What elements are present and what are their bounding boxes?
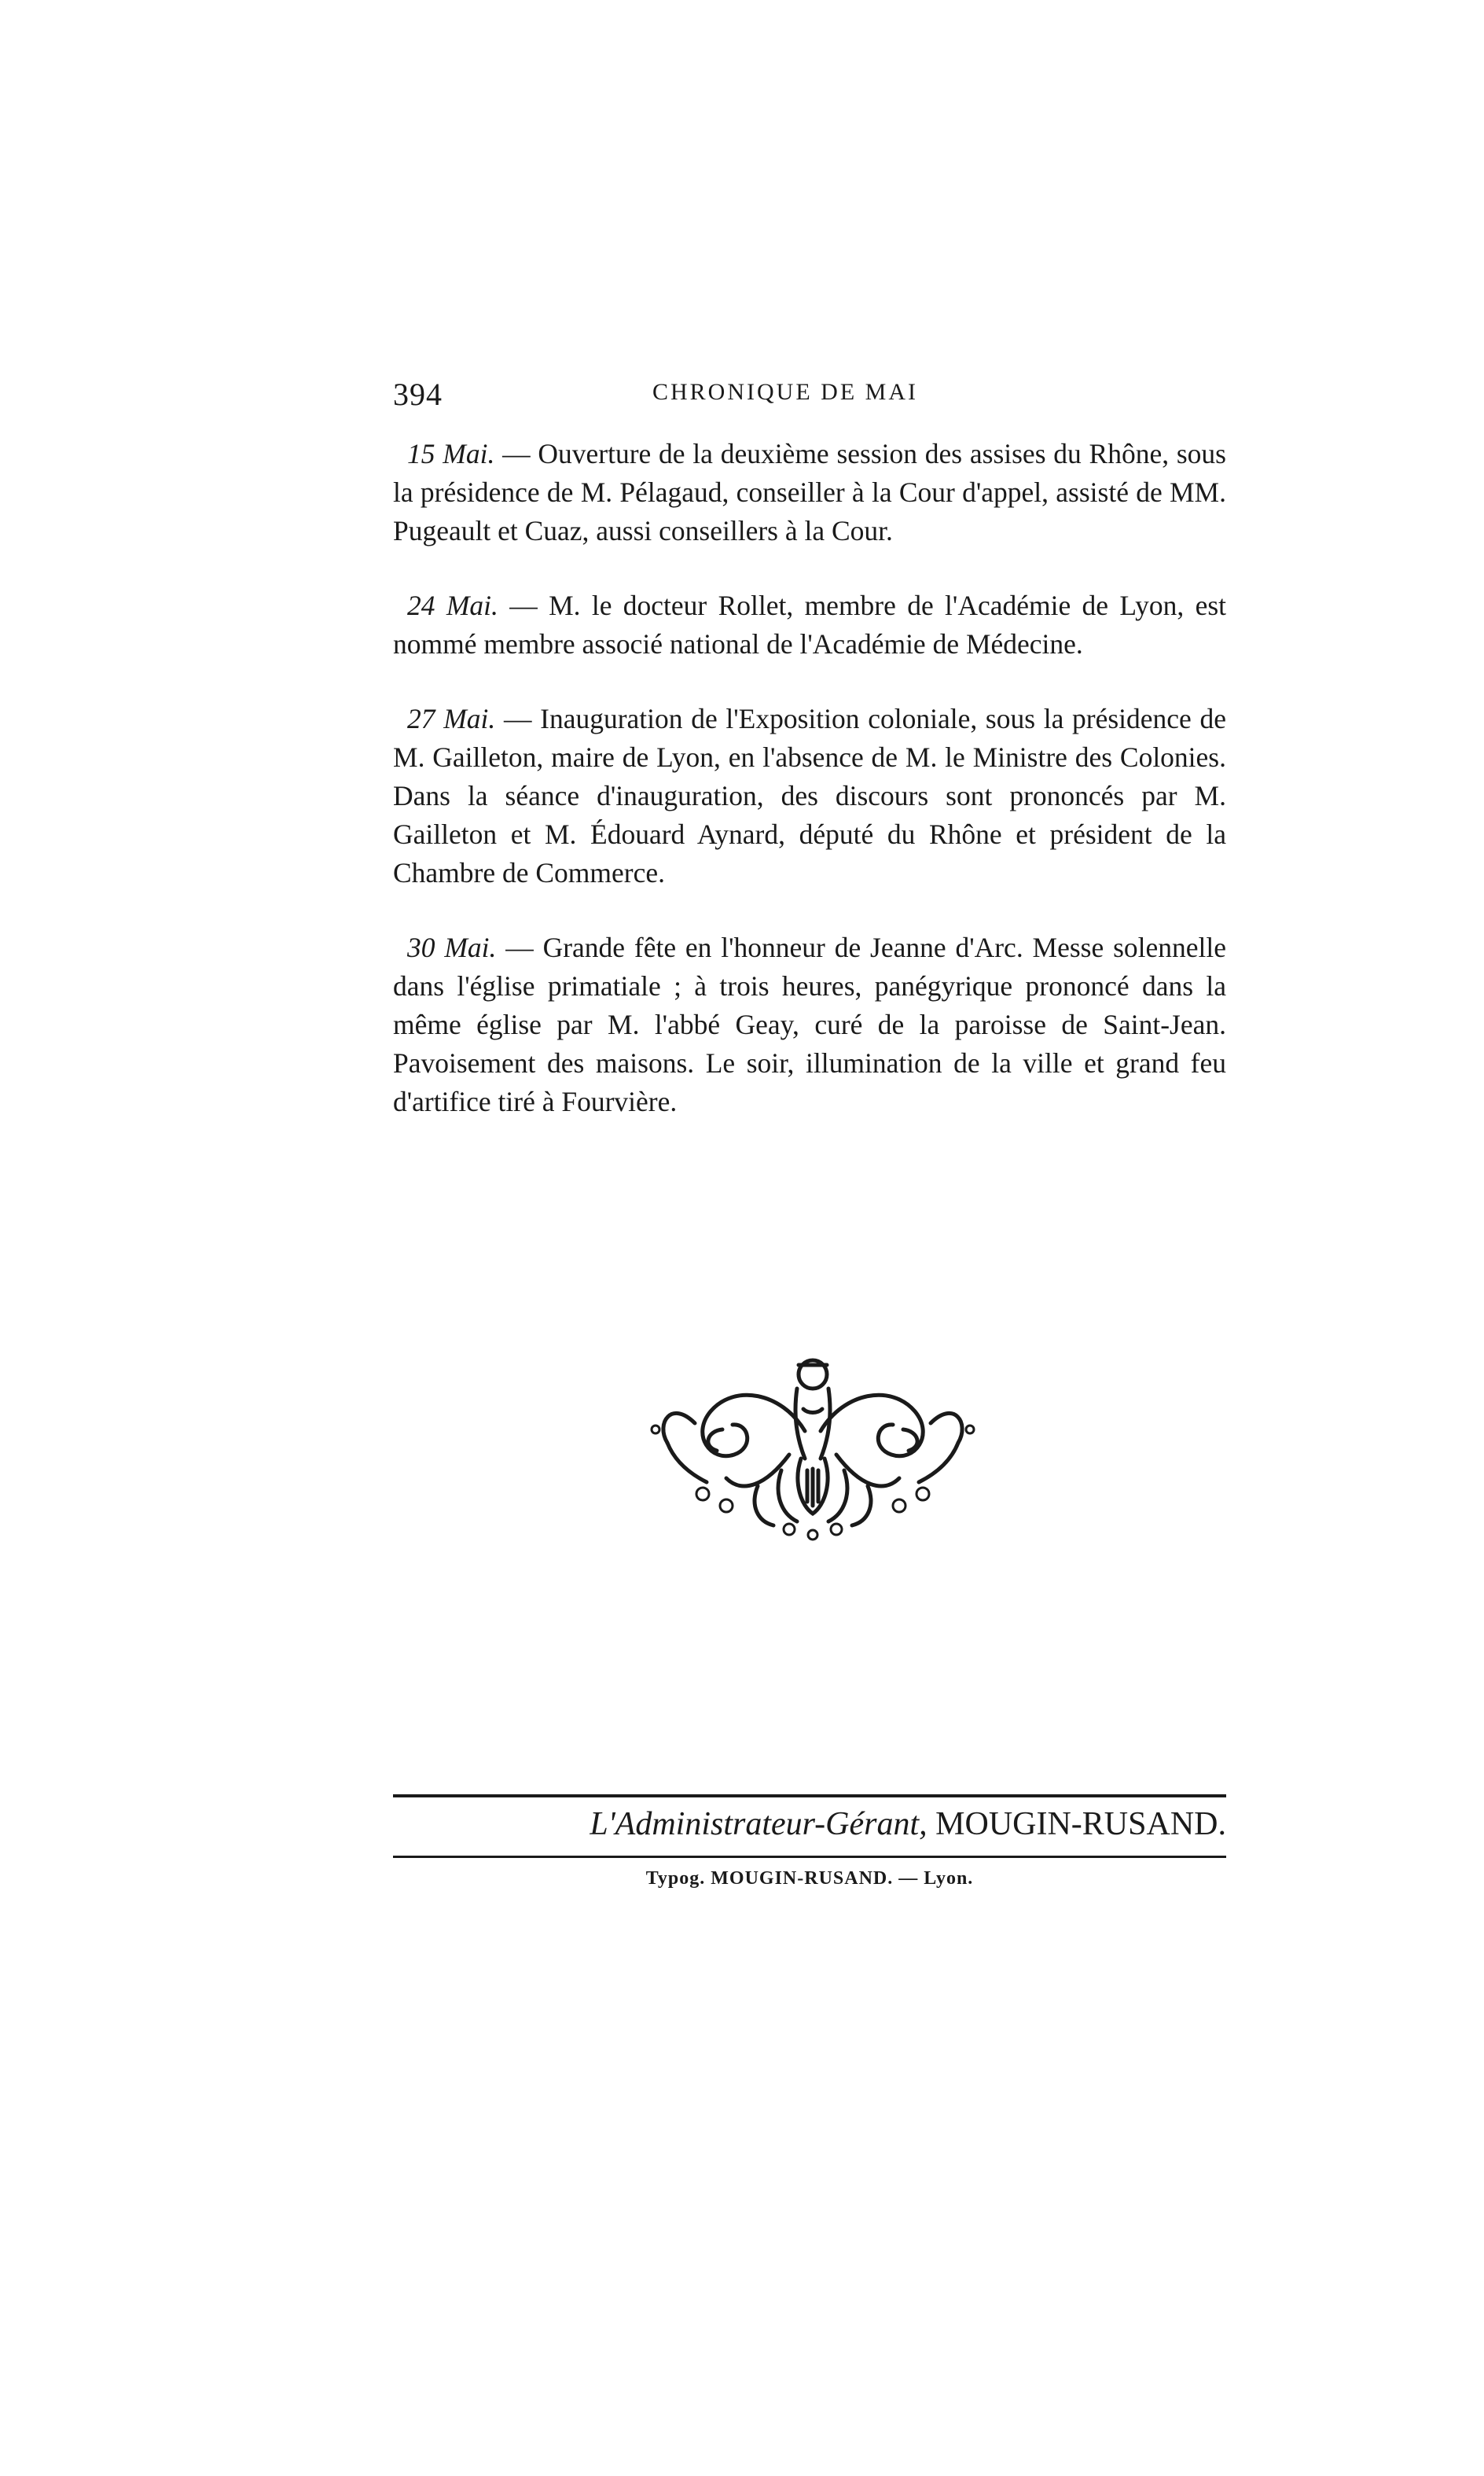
chronicle-entry	[393, 587, 1226, 664]
entry-text: — Inauguration de l'Exposition coloniale, sous la présidence de M. Gailleton, maire de Lyon, en l'absence de M. le Ministre des Colonies. Dans la séance d'inauguration, des discours sont prononcés par M. Gailleton et M. Édouard Aynard, député du Rhône et président de la Chambre de Commerce.	[393, 703, 1226, 888]
chronicle-body	[393, 435, 1226, 1157]
page-number: 394	[393, 377, 443, 412]
entry-text: — Ouverture de la deuxième session des assises du Rhône, sous la présidence de M. Pélagaud, conseiller à la Cour d'appel, assisté de MM. Pugeault et Cuaz, aussi conseillers à la Cour.	[393, 438, 1226, 546]
chronicle-entry	[393, 700, 1226, 892]
entry-date: 24 Mai.	[407, 590, 498, 621]
entry-date: 30 Mai.	[407, 932, 497, 963]
footer-rule	[393, 1794, 1226, 1797]
ornament-vignette-icon	[648, 1337, 978, 1541]
chronicle-entry	[393, 929, 1226, 1121]
chronicle-entry	[393, 435, 1226, 550]
page-header	[393, 376, 1226, 415]
entry-text: — Grande fête en l'honneur de Jeanne d'Arc. Messe solennelle dans l'église primatiale ; à trois heures, panégyrique prononcé dans la même église par M. l'abbé Geay, curé de la paroisse de Saint-Jean. Pavoisement des maisons. Le soir, illumination de la ville et grand feu d'artifice tiré à Fourvière.	[393, 932, 1226, 1117]
signature-line	[393, 1801, 1226, 1848]
signature-role: L'Administrateur-Gérant,	[590, 1806, 928, 1842]
entry-date: 27 Mai.	[407, 703, 496, 734]
entry-text: — M. le docteur Rollet, membre de l'Académie de Lyon, est nommé membre associé national de l'Académie de Médecine.	[393, 590, 1227, 660]
printer-imprint: Typog. MOUGIN-RUSAND. — Lyon.	[645, 1868, 974, 1889]
signature-name: MOUGIN-RUSAND.	[927, 1806, 1226, 1842]
footer-rule	[393, 1856, 1226, 1858]
running-title: CHRONIQUE DE MAI	[652, 379, 918, 405]
entry-date: 15 Mai.	[407, 438, 495, 469]
